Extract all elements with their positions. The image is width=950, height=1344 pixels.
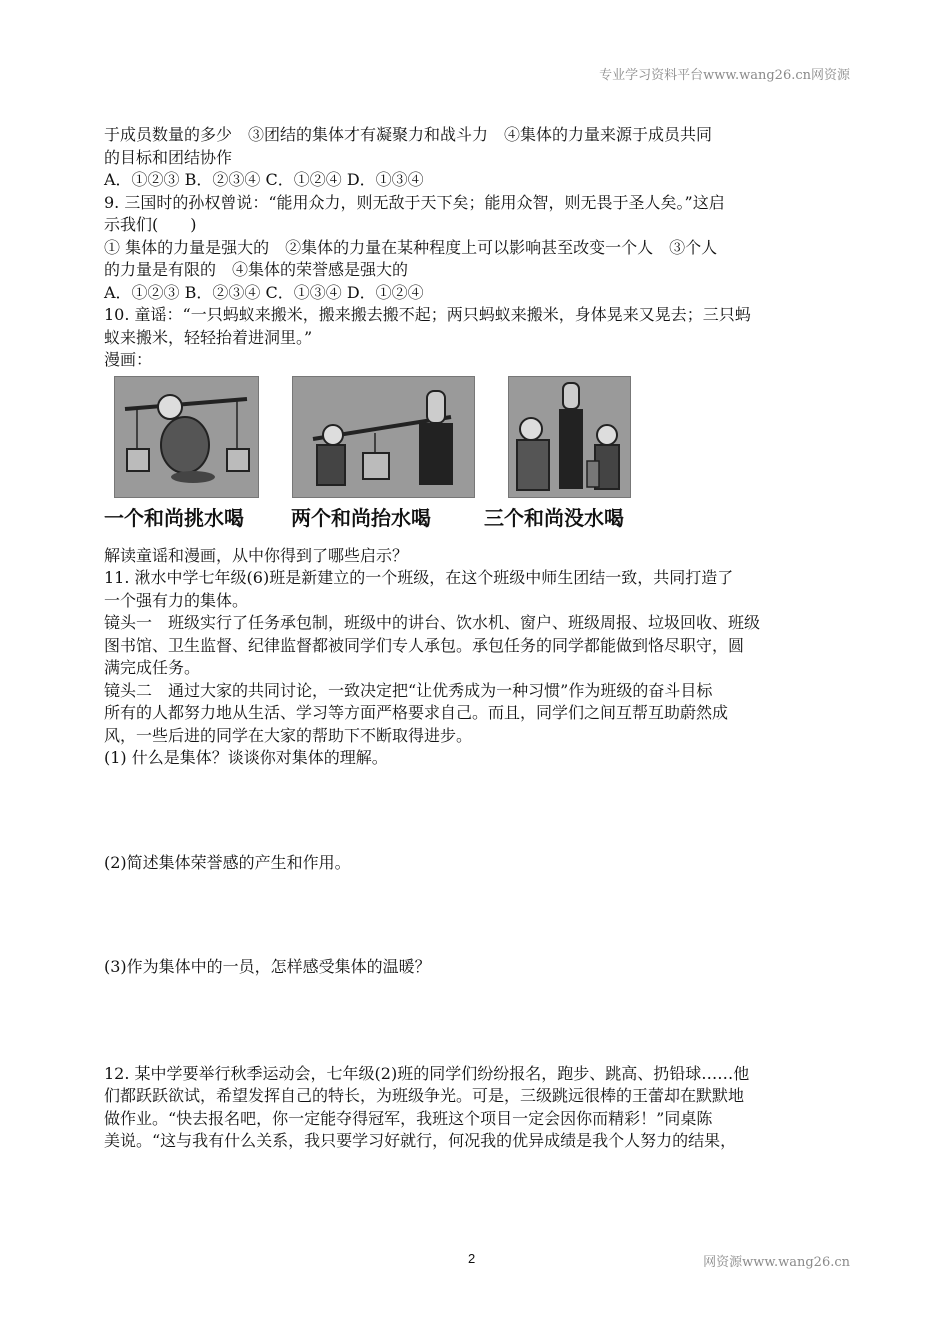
- q8-options: A．①②③ B．②③④ C．①②④ D．①③④: [104, 170, 424, 189]
- footer-source: 网资源www.wang26.cn: [703, 1255, 850, 1270]
- q11-sub-question-2: (2)简述集体荣誉感的产生和作用。: [104, 852, 351, 872]
- q9-statement: ① 集体的力量是强大的 ②集体的力量在某种程度上可以影响甚至改变一个人 ③个人: [104, 237, 718, 257]
- q11-sub-question-3: (3)作为集体中的一员，怎样感受集体的温暖？: [104, 957, 431, 976]
- cartoon-three-monks: [508, 376, 631, 498]
- q11-sub-question-1: (1) 什么是集体？谈谈你对集体的理解。: [104, 748, 388, 767]
- answer-space: [104, 770, 849, 852]
- q10-cartoon-label: 漫画：: [104, 350, 153, 369]
- q11-stem: 一个强有力的集体。: [104, 590, 249, 610]
- q11-scene-two: 风，一些后进的同学在大家的帮助下不断取得进步。: [104, 725, 473, 745]
- q11-scene-two: 镜头二 通过大家的共同讨论，一致决定把“让优秀成为一种习惯”作为班级的奋斗目标: [104, 680, 713, 700]
- q12-stem: 做作业。“快去报名吧，你一定能夺得冠军，我班这个项目一定会因你而精彩！”同桌陈: [104, 1108, 713, 1128]
- q12-stem: 12. 某中学要举行秋季运动会，七年级(2)班的同学们纷纷报名，跑步、跳高、扔铅球……他: [104, 1063, 750, 1083]
- q11-scene-one: 满完成任务。: [104, 658, 201, 677]
- q11-scene-one: 镜头一 班级实行了任务承包制，班级中的讲台、饮水机、窗户、班级周报、垃圾回收、班级: [104, 613, 761, 632]
- q10-stem: 蚁来搬米，轻轻抬着进洞里。”: [104, 327, 313, 347]
- header-source: 专业学习资料平台www.wang26.cn网资源: [599, 68, 850, 83]
- cartoon-captions: [104, 499, 849, 545]
- q9-statement: 的力量是有限的 ④集体的荣誉感是强大的: [104, 260, 409, 279]
- caption-one-monk: 一个和尚挑水喝: [104, 505, 244, 530]
- cartoon-one-monk: [114, 376, 259, 498]
- caption-two-monks: 两个和尚抬水喝: [291, 505, 431, 530]
- q11-scene-two: 所有的人都努力地从生活、学习等方面严格要求自己。而且，同学们之间互帮互助蔚然成: [104, 703, 729, 722]
- answer-space: [104, 874, 849, 956]
- q8-line: 的目标和团结协作: [104, 147, 233, 167]
- q9-stem: 9. 三国时的孙权曾说：“能用众力，则无敌于天下矣；能用众智，则无畏于圣人矣。”这启: [104, 192, 725, 212]
- q9-options: A．①②③ B．②③④ C．①③④ D．①②④: [104, 282, 424, 302]
- q9-stem: 示我们( ): [104, 215, 197, 234]
- page-number: 2: [468, 1251, 476, 1266]
- q11-stem: 11. 湫水中学七年级(6)班是新建立的一个班级，在这个班级中师生团结一致，共同打造了: [104, 568, 734, 587]
- q10-stem: 10. 童谣：“一只蚂蚁来搬米，搬来搬去搬不起；两只蚂蚁来搬米，身体晃来又晃去；三只蚂: [104, 305, 751, 324]
- q12-stem: 们都跃跃欲试，希望发挥自己的特长，为班级争光。可是，三级跳远很棒的王蕾却在默默地: [104, 1086, 745, 1105]
- q12-stem: 美说。“这与我有什么关系，我只要学习好就行，何况我的优异成绩是我个人努力的结果，: [104, 1131, 737, 1150]
- q11-scene-one: 图书馆、卫生监督、纪律监督都被同学们专人承包。承包任务的同学都能做到恪尽职守，圆: [104, 635, 745, 655]
- cartoon-two-monks: [292, 376, 475, 498]
- answer-space: [104, 979, 849, 1063]
- caption-three-monks: 三个和尚没水喝: [484, 505, 624, 530]
- cartoon-strip: [104, 376, 849, 499]
- page-content: [104, 124, 849, 1153]
- q8-line: 于成员数量的多少 ③团结的集体才有凝聚力和战斗力 ④集体的力量来源于成员共同: [104, 125, 713, 144]
- q10-question: 解读童谣和漫画，从中你得到了哪些启示？: [104, 545, 409, 565]
